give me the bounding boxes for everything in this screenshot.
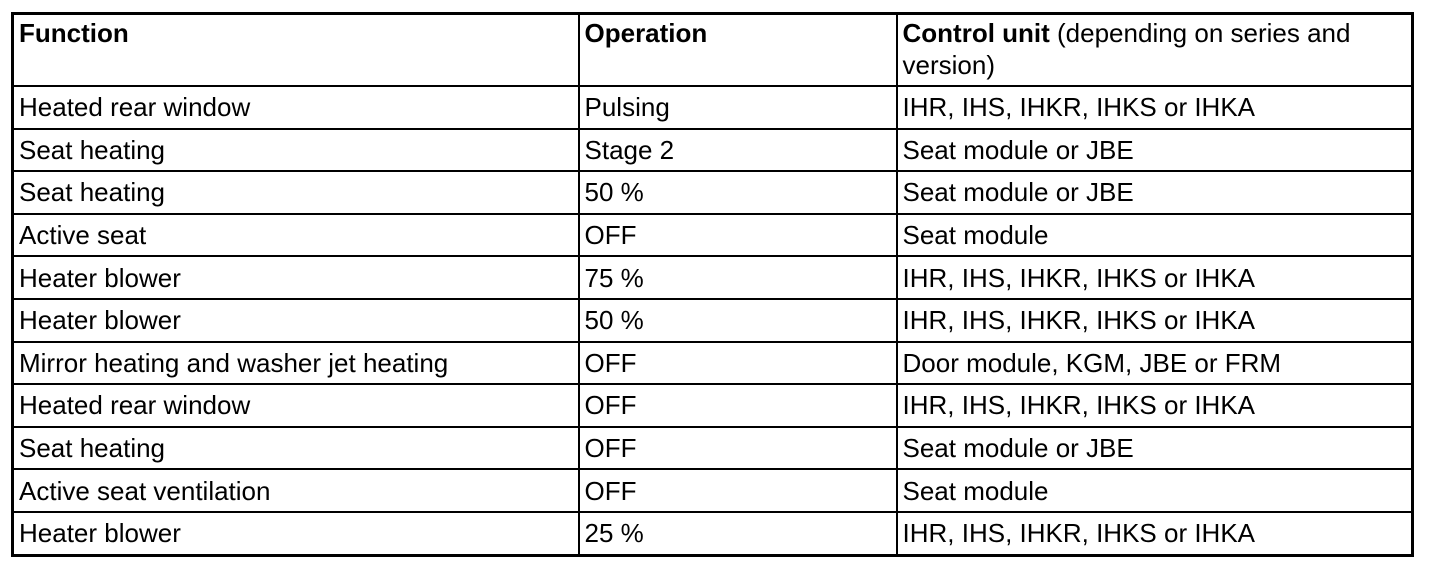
cell-control-unit: Seat module or JBE	[897, 129, 1413, 172]
cell-function: Heater blower	[13, 256, 579, 299]
header-row	[13, 14, 1413, 87]
cell-function: Active seat ventilation	[13, 469, 579, 512]
cell-control-unit: Seat module	[897, 214, 1413, 257]
cell-control-unit: Seat module or JBE	[897, 427, 1413, 470]
cell-function: Heater blower	[13, 299, 579, 342]
cell-operation: Stage 2	[579, 129, 897, 172]
cell-control-unit: Door module, KGM, JBE or FRM	[897, 342, 1413, 385]
cell-operation: OFF	[579, 214, 897, 257]
cell-operation: 50 %	[579, 299, 897, 342]
table-row	[13, 384, 1413, 427]
cell-operation: OFF	[579, 427, 897, 470]
cell-control-unit: IHR, IHS, IHKR, IHKS or IHKA	[897, 86, 1413, 129]
cell-function: Active seat	[13, 214, 579, 257]
table-row	[13, 256, 1413, 299]
function-table	[11, 12, 1414, 557]
cell-function: Seat heating	[13, 171, 579, 214]
cell-function: Heater blower	[13, 512, 579, 555]
cell-function: Heated rear window	[13, 86, 579, 129]
cell-control-unit: Seat module	[897, 469, 1413, 512]
cell-operation: 75 %	[579, 256, 897, 299]
header-control-unit: Control unit (depending on series and version)	[897, 14, 1413, 87]
table-row	[13, 171, 1413, 214]
cell-function: Seat heating	[13, 427, 579, 470]
cell-operation: OFF	[579, 469, 897, 512]
table-row	[13, 214, 1413, 257]
cell-operation: OFF	[579, 384, 897, 427]
cell-function: Heated rear window	[13, 384, 579, 427]
table-body	[13, 86, 1413, 555]
cell-operation: 25 %	[579, 512, 897, 555]
cell-control-unit: Seat module or JBE	[897, 171, 1413, 214]
cell-function: Seat heating	[13, 129, 579, 172]
table-row	[13, 299, 1413, 342]
header-function: Function	[13, 14, 579, 87]
header-operation: Operation	[579, 14, 897, 87]
table-row	[13, 427, 1413, 470]
table-row	[13, 86, 1413, 129]
table-row	[13, 512, 1413, 555]
cell-control-unit: IHR, IHS, IHKR, IHKS or IHKA	[897, 299, 1413, 342]
cell-operation: 50 %	[579, 171, 897, 214]
cell-control-unit: IHR, IHS, IHKR, IHKS or IHKA	[897, 512, 1413, 555]
table-row	[13, 469, 1413, 512]
cell-control-unit: IHR, IHS, IHKR, IHKS or IHKA	[897, 384, 1413, 427]
cell-operation: Pulsing	[579, 86, 897, 129]
cell-control-unit: IHR, IHS, IHKR, IHKS or IHKA	[897, 256, 1413, 299]
table-header	[13, 14, 1413, 87]
cell-operation: OFF	[579, 342, 897, 385]
table-row	[13, 129, 1413, 172]
table-row	[13, 342, 1413, 385]
cell-function: Mirror heating and washer jet heating	[13, 342, 579, 385]
